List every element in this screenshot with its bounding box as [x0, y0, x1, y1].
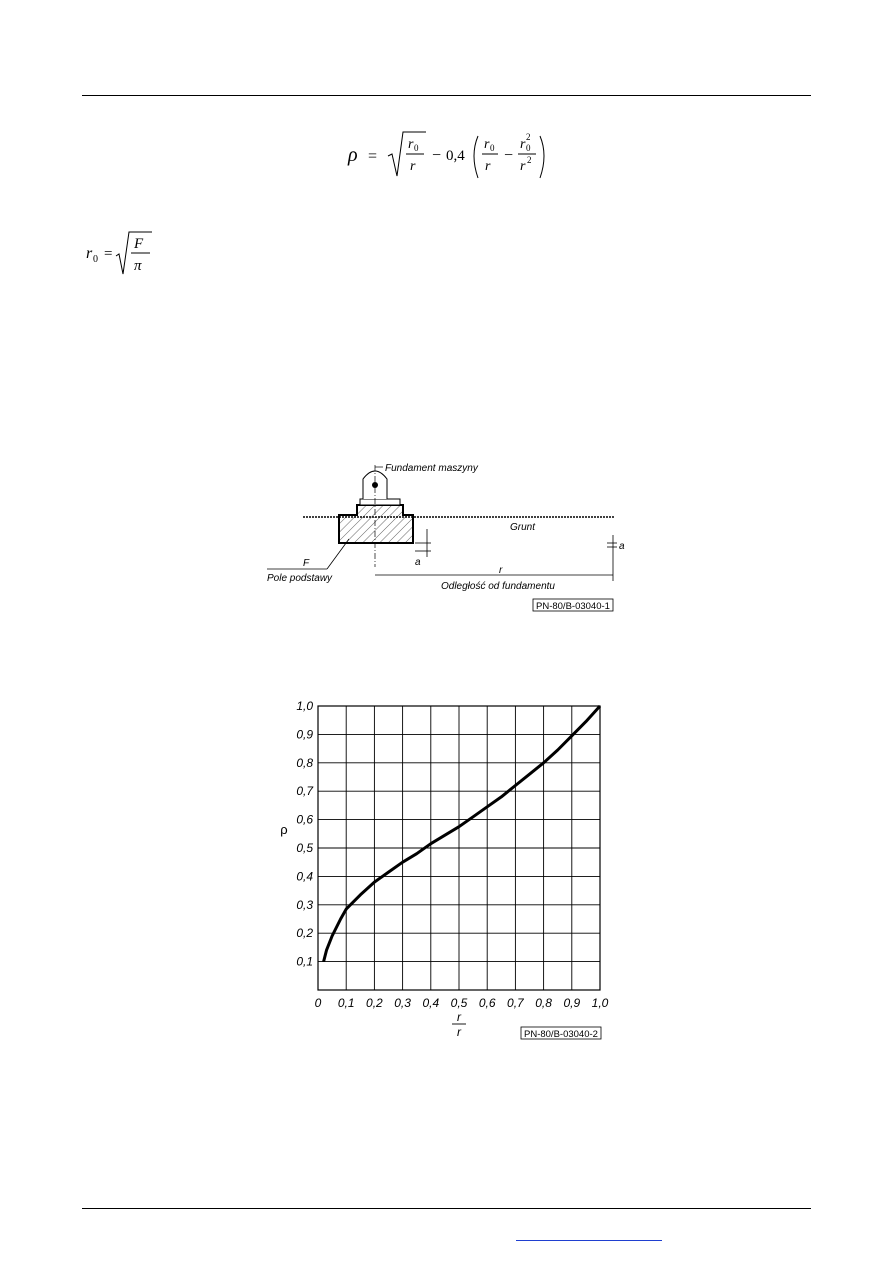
y-tick-label: 0,5	[296, 841, 313, 855]
y-tick-label: 0,2	[296, 926, 313, 941]
formula-r0-sub: 0	[93, 254, 98, 265]
figure1-code: PN-80/B-03040-1	[536, 601, 610, 612]
series-line	[324, 706, 600, 962]
x-axis-label-denominator: r	[457, 1025, 461, 1039]
x-tick-label: 0,8	[535, 996, 552, 1010]
formula-rho-lhs: ρ	[348, 144, 358, 166]
svg-text:r: r	[408, 137, 414, 152]
foundation-block	[339, 505, 413, 543]
svg-text:−: −	[432, 147, 442, 164]
x-tick-label: 0,5	[450, 996, 468, 1010]
x-tick-label: 0,4	[422, 996, 440, 1010]
chart-code: PN-80/B-03040-2	[524, 1029, 598, 1040]
x-tick-label: 0,3	[394, 996, 411, 1010]
svg-text:r: r	[485, 159, 491, 174]
formula-r0	[82, 228, 172, 278]
formula-r0-den: π	[134, 258, 142, 274]
x-tick-label: 0,6	[478, 996, 496, 1010]
x-tick-label: 0	[314, 996, 322, 1010]
label-az: a	[415, 557, 421, 568]
svg-text:0: 0	[526, 143, 531, 153]
footer-rule	[82, 1208, 811, 1209]
y-axis-label: ρ	[280, 821, 288, 837]
svg-text:r: r	[520, 137, 526, 152]
formula-equals: =	[368, 148, 378, 165]
label-azr: a	[619, 541, 625, 552]
label-f: F	[303, 558, 310, 569]
x-tick-label: 1,0	[591, 996, 609, 1010]
figure-foundation	[255, 455, 630, 615]
y-tick-label: 0,9	[296, 727, 313, 742]
y-tick-label: 0,7	[296, 784, 313, 799]
y-tick-label: 0,3	[296, 897, 313, 912]
label-fundament: Fundament maszyny	[385, 463, 478, 474]
y-tick-label: 0,1	[296, 954, 313, 969]
y-tick-label: 1,0	[296, 699, 313, 713]
svg-text:0: 0	[490, 143, 495, 153]
y-tick-label: 0,6	[296, 812, 313, 827]
formula-r0-num: F	[134, 236, 144, 252]
x-tick-label: 0,9	[563, 996, 581, 1010]
svg-text:2: 2	[526, 132, 531, 142]
label-pole: Pole podstawy	[267, 573, 333, 584]
svg-text:=: =	[104, 246, 113, 262]
svg-text:r: r	[410, 159, 416, 174]
svg-text:0: 0	[414, 143, 419, 153]
y-tick-label: 0,4	[296, 869, 313, 884]
header-rule	[82, 95, 811, 96]
formula-r0-lhs: r	[86, 245, 93, 262]
label-grunt: Grunt	[510, 522, 536, 533]
y-tick-label: 0,8	[296, 755, 313, 770]
x-tick-label: 0,7	[507, 996, 524, 1010]
svg-text:2: 2	[527, 155, 532, 165]
x-tick-label: 0,1	[337, 996, 355, 1010]
svg-text:−: −	[504, 147, 514, 164]
x-tick-label: 0,2	[366, 996, 383, 1010]
formula-coef: 0,4	[446, 148, 465, 164]
formula-rho	[340, 128, 555, 186]
machine-base	[360, 499, 400, 505]
svg-text:r: r	[520, 159, 526, 174]
chart-rho	[270, 690, 615, 1045]
x-axis-label-numerator: r	[457, 1010, 461, 1024]
label-r: r	[499, 565, 503, 576]
label-odleglosc: Odległość od fundamentu	[441, 581, 555, 592]
footer-link[interactable]	[516, 1240, 662, 1241]
svg-text:r: r	[484, 137, 490, 152]
